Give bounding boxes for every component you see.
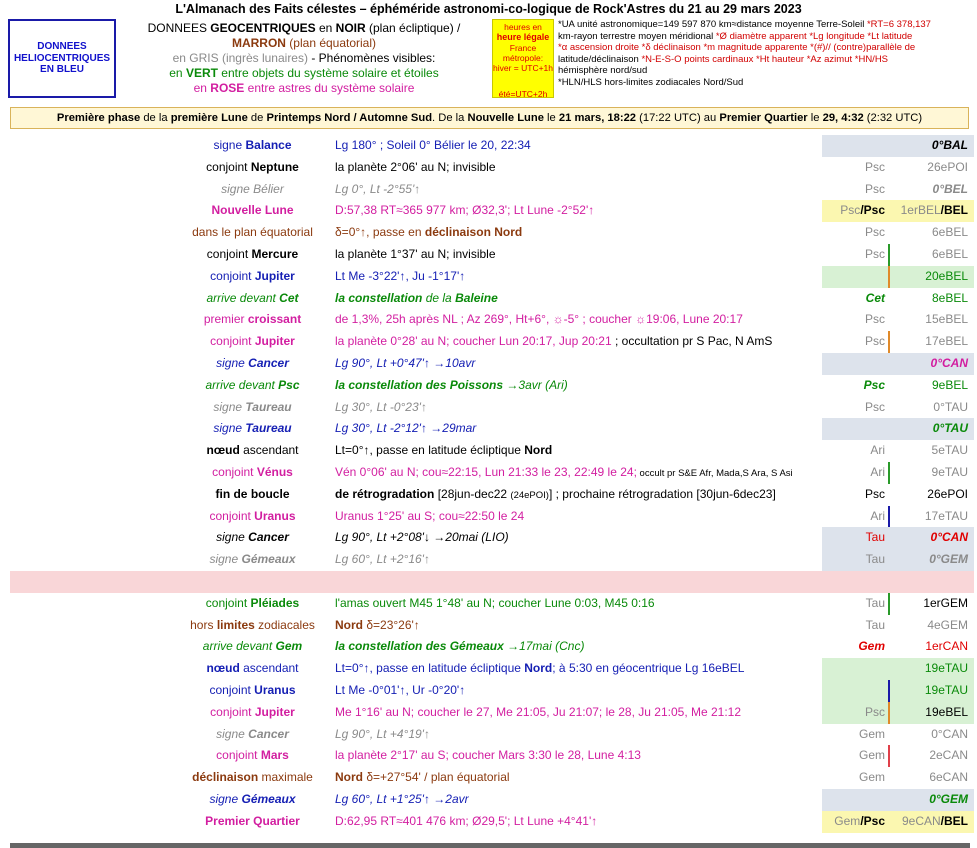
table-row xyxy=(10,702,974,724)
table-row xyxy=(10,244,974,266)
zodiac-position: 8eBEL xyxy=(931,290,968,305)
event-type: nœud ascendant xyxy=(206,443,299,458)
event-details: Lg 30°, Lt -2°12'↑ →29mar xyxy=(335,421,477,436)
zodiac-position: 5eTAU xyxy=(931,443,968,458)
event-details: la planète 1°37' au N; invisible xyxy=(335,246,496,261)
phase-text: . De la xyxy=(432,112,468,124)
legend-text: km-rayon terrestre moyen méridional xyxy=(558,30,716,42)
zodiac-position: 0°CAN xyxy=(931,726,968,741)
constellation-tag: Tau xyxy=(865,530,885,545)
constellation-tag: Ari xyxy=(870,443,885,458)
event-type: arrive devant Gem xyxy=(202,639,303,654)
constellation-tag: Psc xyxy=(864,159,885,174)
event-details: Uranus 1°25' au S; cou≈22:50 le 24 xyxy=(335,508,525,523)
event-type: signe Cancer xyxy=(216,530,289,545)
event-details: Lg 0°, Lt -2°55'↑ xyxy=(335,181,421,196)
phase-text: 21 mars, 18:22 xyxy=(558,112,637,124)
event-details: la constellation des Gémeaux →17mai (Cnc) xyxy=(335,639,585,654)
constellation-tag: Psc xyxy=(864,704,885,719)
event-details: la planète 2°17' au S; coucher Mars 3:30 le 28, Lune 4:13 xyxy=(335,748,641,763)
event-type: signe Bélier xyxy=(221,181,284,196)
page-title: L'Almanach des Faits célestes – éphéméride astronomi-co-logique de Rock'Astres du 21 au 29 mars 2023 xyxy=(175,2,802,16)
event-type: signe Taureau xyxy=(213,421,292,436)
phase-banner xyxy=(10,107,969,129)
event-details: la constellation de la Baleine xyxy=(335,290,498,305)
geo-text: NOIR xyxy=(335,21,366,35)
constellation-tag: Tau xyxy=(865,595,885,610)
zodiac-position: 0°GEM xyxy=(929,552,968,567)
constellation-tag: Gem xyxy=(858,748,885,763)
geo-text: (plan équatorial) xyxy=(285,36,377,50)
event-type: Nouvelle Lune xyxy=(211,203,294,218)
geo-text: MARRON xyxy=(231,36,286,50)
geo-text: DONNEES xyxy=(147,21,211,35)
event-type: conjoint Uranus xyxy=(209,682,296,697)
event-details: Lt=0°↑, passe en latitude écliptique Nord xyxy=(335,443,553,458)
legend-text: *HLN/HLS hors-limites zodiacales Nord/Sud xyxy=(558,76,744,88)
event-details: D:57,38 RT≈365 977 km; Ø32,3'; Lt Lune -2°52'↑ xyxy=(335,203,595,218)
event-type: conjoint Jupiter xyxy=(210,334,295,349)
event-details: l'amas ouvert M45 1°48' au N; coucher Lune 0:03, M45 0:16 xyxy=(335,595,655,610)
event-details: Lg 90°, Lt +4°19'↑ xyxy=(335,726,430,741)
event-details: la constellation des Poissons →3avr (Ari) xyxy=(335,377,568,392)
event-type: conjoint Jupiter xyxy=(210,704,295,719)
event-details: Lg 90°, Lt +2°08'↓ →20mai (LIO) xyxy=(335,530,509,545)
constellation-tag xyxy=(822,135,892,157)
table-row xyxy=(10,462,974,484)
event-type: hors limites zodiacales xyxy=(190,617,315,632)
table-row xyxy=(10,200,974,222)
constellation-tag: Gem xyxy=(858,639,885,654)
table-row xyxy=(10,484,974,506)
constellation-tag: Gem xyxy=(858,726,885,741)
table-row xyxy=(10,266,974,288)
event-type: signe Taureau xyxy=(213,399,292,414)
hour-text: heures en xyxy=(504,22,542,32)
event-details: Lg 60°, Lt +2°16'↑ xyxy=(335,552,430,567)
event-type: conjoint Neptune xyxy=(206,159,299,174)
table-row xyxy=(10,680,974,702)
table-row xyxy=(10,222,974,244)
phase-text: Nouvelle Lune xyxy=(467,112,544,124)
event-details: Lg 30°, Lt -0°23'↑ xyxy=(335,399,427,414)
phase-text: (17:22 UTC) au xyxy=(636,112,720,124)
zodiac-position: 0°GEM xyxy=(929,791,968,806)
table-row xyxy=(10,811,974,833)
event-details: de rétrogradation [28jun-dec22 (24ePOI)] ; prochaine rétrogradation [30jun-6dec23] xyxy=(335,486,776,501)
legend-text: latitude/déclinaison xyxy=(558,53,642,65)
event-type: signe Balance xyxy=(213,138,292,152)
hour-text: été=UTC+2h xyxy=(498,89,548,99)
zodiac-position: 2eCAN xyxy=(929,748,968,763)
table-row xyxy=(10,593,974,615)
zodiac-position: 15eBEL xyxy=(925,312,968,327)
legend-text: *RT=6 378,137 xyxy=(866,19,931,30)
zodiac-position: 9eCAN/BEL xyxy=(901,813,968,828)
phase-text: Premier Quartier xyxy=(719,112,808,124)
table-row xyxy=(10,157,974,179)
event-details: Lg 60°, Lt +1°25'↑ →2avr xyxy=(335,791,469,806)
table-row xyxy=(10,549,974,571)
event-type: arrive devant Psc xyxy=(205,377,300,392)
zodiac-position: 0°CAN xyxy=(930,530,968,545)
bottom-scrollbar[interactable] xyxy=(10,843,970,848)
table-row xyxy=(10,353,974,375)
constellation-tag: Psc xyxy=(864,399,885,414)
phase-text: de la xyxy=(140,112,171,124)
constellation-tag xyxy=(822,353,892,375)
zodiac-position: 17eTAU xyxy=(924,508,968,523)
zodiac-position: 9eTAU xyxy=(931,464,968,479)
table-row xyxy=(10,789,974,811)
geo-text: en xyxy=(169,66,186,80)
table-row xyxy=(10,135,974,157)
event-table xyxy=(10,135,974,833)
legend-text: *α ascension droite *δ déclinaison *m magnitude apparente *(#)// (contre)parallèle de xyxy=(558,42,916,54)
event-details: Nord δ=23°26'↑ xyxy=(335,617,420,632)
constellation-tag xyxy=(822,789,892,811)
zodiac-position: 19eBEL xyxy=(925,704,968,719)
table-row xyxy=(10,397,974,419)
table-row xyxy=(10,724,974,746)
constellation-tag: Tau xyxy=(865,552,885,567)
zodiac-position: 19eTAU xyxy=(924,661,968,676)
phase-text: de xyxy=(247,112,267,124)
table-row xyxy=(10,636,974,658)
geo-text: en GRIS (ingrès lunaires) xyxy=(172,51,308,65)
table-row xyxy=(10,767,974,789)
phase-text: (2:32 UTC) xyxy=(863,112,923,124)
zodiac-position: 1erBEL/BEL xyxy=(900,203,968,218)
table-row xyxy=(10,375,974,397)
event-type: déclinaison maximale xyxy=(192,770,313,785)
event-details: Vén 0°06' au N; cou≈22:15, Lun 21:33 le 23, 22:49 le 24; occult pr S&E Afr, Mada,S Ara, S Asi xyxy=(335,464,793,479)
geo-text: (plan écliptique) / xyxy=(365,21,461,35)
phase-text: Printemps Nord / Automne Sud xyxy=(266,112,433,124)
event-details: Lt=0°↑, passe en latitude écliptique Nord; à 5:30 en géocentrique Lg 16eBEL xyxy=(335,661,745,676)
zodiac-position: 6eCAN xyxy=(929,770,968,785)
event-details: la planète 0°28' au N; coucher Lun 20:17, Jup 20:21 ; occultation pr S Pac, N AmS xyxy=(335,334,773,349)
zodiac-position: 26ePOI xyxy=(927,486,968,501)
legend-text: *Ø diamètre apparent *Lg longitude *Lt latitude xyxy=(715,30,913,42)
event-type: nœud ascendant xyxy=(206,661,299,676)
event-type: signe Gémeaux xyxy=(209,552,296,567)
event-details: Me 1°16' au N; coucher le 27, Me 21:05, Ju 21:07; le 28, Ju 21:05, Me 21:12 xyxy=(335,704,742,719)
zodiac-position: 17eBEL xyxy=(925,334,968,349)
constellation-tag xyxy=(822,266,892,288)
zodiac-position: 20eBEL xyxy=(925,268,968,283)
helio-legend-box xyxy=(8,19,116,98)
event-details: D:62,95 RT≈401 476 km; Ø29,5'; Lt Lune +4°41'↑ xyxy=(335,813,598,828)
constellation-tag: Cet xyxy=(865,290,885,305)
zodiac-position: 0°TAU xyxy=(933,399,968,414)
phase-text: première Lune xyxy=(170,112,248,124)
constellation-tag: Ari xyxy=(870,508,885,523)
table-row xyxy=(10,527,974,549)
zodiac-position: 6eBEL xyxy=(931,246,968,261)
event-type: Premier Quartier xyxy=(205,813,300,828)
constellation-tag xyxy=(822,680,892,702)
geo-text: entre objets du système solaire et étoiles xyxy=(217,66,439,80)
event-type: conjoint Vénus xyxy=(212,464,293,479)
zodiac-position: 4eGEM xyxy=(927,617,968,632)
legend-text: *N-E-S-O points cardinaux *Ht hauteur *Az azimut *HN/HS xyxy=(641,53,889,65)
table-row xyxy=(10,331,974,353)
event-details: la planète 2°06' au N; invisible xyxy=(335,159,496,174)
event-type: conjoint Mars xyxy=(216,748,289,763)
constellation-tag xyxy=(822,658,892,680)
table-row xyxy=(10,745,974,767)
event-type: conjoint Uranus xyxy=(209,508,296,523)
constellation-tag: Psc xyxy=(863,377,885,392)
zodiac-position: 26ePOI xyxy=(927,159,968,174)
event-details: Lt Me -0°01'↑, Ur -0°20'↑ xyxy=(335,682,466,697)
constellation-tag: Psc xyxy=(864,181,885,196)
dst-notice xyxy=(120,571,620,593)
phase-text: le xyxy=(807,112,823,124)
geo-text: entre astres du système solaire xyxy=(244,81,415,95)
zodiac-position: 0°BAL xyxy=(931,138,968,152)
constellation-tag xyxy=(822,418,892,440)
constellation-tag: Gem/Psc xyxy=(834,813,885,828)
geo-text: en xyxy=(193,81,211,95)
event-type: conjoint Pléiades xyxy=(205,595,300,610)
constellation-tag: Gem xyxy=(858,770,885,785)
geo-text: GEOCENTRIQUES xyxy=(210,21,316,35)
event-type: conjoint Mercure xyxy=(206,246,299,261)
event-details: de 1,3%, 25h après NL ; Az 269°, Ht+6°, ☼-5° ; coucher ☼19:06, Lune 20:17 xyxy=(335,312,743,327)
event-type: fin de boucle xyxy=(215,486,290,501)
hour-text: France métropole: hiver = UTC+1h xyxy=(493,43,553,73)
table-row xyxy=(10,615,974,637)
event-details: Lg 90°, Lt +0°47'↑ →10avr xyxy=(335,355,476,370)
phase-text: le xyxy=(543,112,559,124)
event-type: dans le plan équatorial xyxy=(192,225,313,240)
event-type: premier croissant xyxy=(203,312,302,327)
table-row xyxy=(10,288,974,310)
event-type: signe Cancer xyxy=(216,355,289,370)
zodiac-position: 1erCAN xyxy=(925,639,968,654)
table-row xyxy=(10,658,974,680)
event-details: Lt Me -3°22'↑, Ju -1°17'↑ xyxy=(335,268,466,283)
constellation-tag: Tau xyxy=(865,617,885,632)
hour-legend-box xyxy=(492,19,554,98)
zodiac-position: 0°CAN xyxy=(930,355,968,370)
geo-text: VERT xyxy=(185,66,218,80)
table-row xyxy=(10,571,974,593)
constellation-tag: Psc xyxy=(864,246,885,261)
table-row xyxy=(10,418,974,440)
constellation-tag: Psc/Psc xyxy=(840,203,885,218)
geo-text: en xyxy=(315,21,336,35)
constellation-tag: Psc xyxy=(864,225,885,240)
zodiac-position: 1erGEM xyxy=(923,595,968,610)
zodiac-position: 0°BEL xyxy=(932,181,968,196)
table-row xyxy=(10,179,974,201)
constellation-tag: Psc xyxy=(864,486,885,501)
geo-legend-box xyxy=(118,19,490,98)
hour-text: heure légale xyxy=(496,32,550,42)
zodiac-position: 0°TAU xyxy=(932,421,968,436)
table-row xyxy=(10,506,974,528)
event-type: arrive devant Cet xyxy=(206,290,299,305)
event-details: Lg 180° ; Soleil 0° Bélier le 20, 22:34 xyxy=(335,138,531,152)
event-details: Nord δ=+27°54' / plan équatorial xyxy=(335,770,510,785)
geo-text: ROSE xyxy=(210,81,245,95)
event-type: signe Cancer xyxy=(216,726,289,741)
legend-text: *UA unité astronomique=149 597 870 km≈distance moyenne Terre-Soleil xyxy=(558,19,867,30)
zodiac-position: 19eTAU xyxy=(924,682,968,697)
table-row xyxy=(10,440,974,462)
abbreviation-legend xyxy=(558,19,973,98)
geo-text: - Phénomènes visibles: xyxy=(307,51,436,65)
constellation-tag: Psc xyxy=(864,312,885,327)
constellation-tag: Psc xyxy=(864,334,885,349)
event-type: signe Gémeaux xyxy=(209,791,296,806)
constellation-tag: Ari xyxy=(870,464,885,479)
zodiac-position: 9eBEL xyxy=(931,377,968,392)
zodiac-position: 6eBEL xyxy=(931,225,968,240)
phase-text: 29, 4:32 xyxy=(822,112,864,124)
helio-label: DONNEES HELIOCENTRIQUES EN BLEU xyxy=(13,41,111,76)
event-type: conjoint Jupiter xyxy=(210,268,295,283)
legend-text: hémisphère nord/sud xyxy=(558,65,648,77)
phase-text: Première phase xyxy=(56,112,141,124)
event-details: δ=0°↑, passe en déclinaison Nord xyxy=(335,225,523,240)
table-row xyxy=(10,309,974,331)
